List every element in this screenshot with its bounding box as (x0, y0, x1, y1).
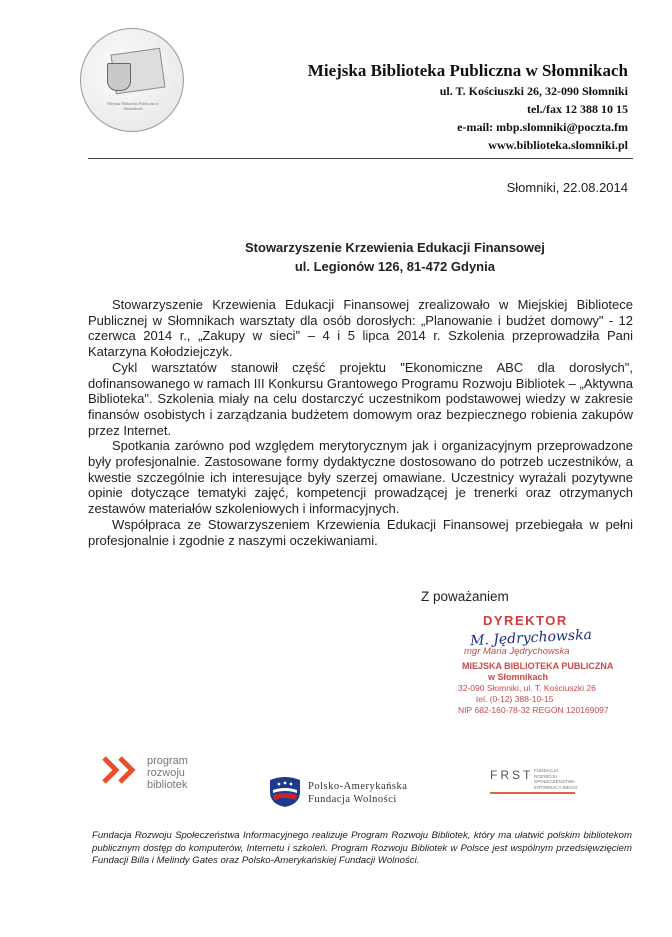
seal-text: Miejska Biblioteka Publiczna w Słomnikach (107, 101, 159, 111)
coat-of-arms-icon (107, 63, 131, 91)
library-website: www.biblioteka.slomniki.pl (488, 138, 628, 152)
library-email: e-mail: mbp.slomniki@poczta.fm (457, 120, 628, 134)
header-divider (88, 158, 633, 159)
closing-phrase: Z poważaniem (421, 589, 509, 604)
signature-title: DYREKTOR (483, 613, 568, 628)
flag-shield-icon (268, 776, 302, 808)
library-telfax: tel./fax 12 388 10 15 (527, 102, 628, 116)
library-name: Miejska Biblioteka Publiczna w Słomnikach (307, 61, 628, 80)
recipient-name: Stowarzyszenie Krzewienia Edukacji Finansowej (245, 240, 545, 255)
recipient-address: ul. Legionów 126, 81-472 Gdynia (294, 259, 495, 274)
program-rozwoju-bibliotek-logo (102, 755, 188, 791)
handwritten-signature: M. Jędrychowska (469, 626, 593, 650)
body-paragraph-2: Cykl warsztatów stanowił część projektu "Ekonomiczne ABC dla dorosłych", dofinansowanego w ramach III Konkursu Grantowego Programu Rozwoju Bibliotek – „Aktywna Biblioteka". Szkolenia miały na celu dostarczyć uczestnikom podstawowej wiedzy w zakresie finansów osobistych i zarządzania budżetem domowym oraz bezpiecznego robienia zakupów przez Internet. (88, 359, 633, 438)
library-stamp (458, 661, 633, 716)
frsi-letters: FRST (490, 768, 534, 782)
stamp-line-4: tel. (0-12) 388-10-15 (476, 694, 554, 704)
double-chevron-icon (102, 755, 142, 785)
frsi-small-text: FUNDACJA ROZWOJU SPOŁECZEŃSTWA INFORMACYJNEGO (534, 768, 578, 790)
frsi-accent-line (490, 792, 575, 794)
stamp-line-1: MIEJSKA BIBLIOTEKA PUBLICZNA (462, 661, 614, 671)
frsi-logo (490, 768, 578, 790)
body-paragraph-1: Stowarzyszenie Krzewienia Edukacji Finansowej zrealizowało w Miejskiej Bibliotece Publicznej w Słomnikach warsztaty dla osób dorosłych: „Planowanie i budżet domowy" - 12 czerwca 2014 r., „Zakupy w sieci" – 4 i 5 lipca 2014 r. Szkolenia przeprowadziła Pani Katarzyna Kołodziejczyk. (88, 297, 633, 360)
pafw-logo-text: Polsko-Amerykańska Fundacja Wolności (308, 781, 408, 805)
stamp-line-5: NIP 682-160-78-32 REGON 120169097 (458, 705, 609, 715)
pafw-logo (268, 776, 408, 813)
prb-logo-text: program rozwoju bibliotek (147, 755, 188, 791)
signature-block (458, 613, 633, 716)
stamp-line-2: w Słomnikach (488, 672, 549, 682)
letterhead (308, 60, 628, 154)
stamp-line-3: 32-090 Słomniki, ul. T. Kościuszki 26 (458, 683, 596, 693)
footer-note: Fundacja Rozwoju Społeczeństwa Informacyjnego realizuje Program Rozwoju Bibliotek, który ma ułatwić polskim bibliotekom publicznym dostęp do komputerów, Internetu i szkoleń. Program Rozwoju Bibliotek w Polsce jest wspólnym przedsięwzięciem Fundacji Billa i Melindy Gates oraz Polsko-Amerykańskiej Fundacji Wolności. (92, 830, 632, 867)
library-seal-logo (80, 28, 184, 132)
letter-date: Słomniki, 22.08.2014 (506, 180, 628, 195)
recipient-block (245, 238, 545, 276)
letter-body (88, 297, 633, 548)
body-paragraph-4: Współpraca ze Stowarzyszeniem Krzewienia Edukacji Finansowej przebiegała w pełni profesjonalnie i zgodnie z naszymi oczekiwaniami. (88, 516, 633, 548)
library-address: ul. T. Kościuszki 26, 32-090 Słomniki (439, 84, 628, 98)
signatory-name: mgr Maria Jędrychowska (464, 646, 570, 657)
body-paragraph-3: Spotkania zarówno pod względem merytorycznym jak i organizacyjnym przeprowadzone były profesjonalnie. Zastosowane formy dydaktyczne dostosowano do potrzeb uczestników, a kwestie szczególnie ich interesujące były szerzej omawiane. Uczestnicy wyrażali pozytywne opinie dotyczące tematyki zajęć, kompetencji prowadzącej je trenerki oraz otrzymanych zestawów materiałów szkoleniowych i informacyjnych. (88, 438, 633, 517)
